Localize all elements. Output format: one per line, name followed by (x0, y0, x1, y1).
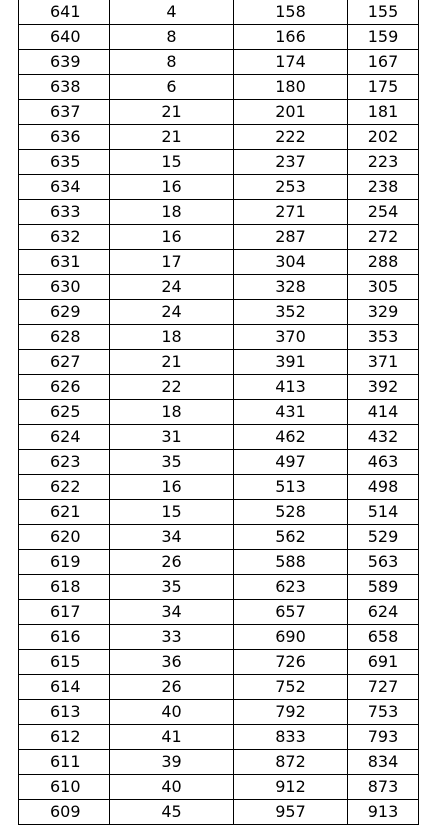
score-cell: 609 (19, 800, 110, 825)
count-cell: 26 (110, 675, 234, 700)
count-cell: 34 (110, 600, 234, 625)
count-cell: 35 (110, 575, 234, 600)
cumulative-cell: 413 (234, 375, 348, 400)
table-row (19, 700, 419, 725)
table-row (19, 0, 419, 25)
table-row (19, 575, 419, 600)
score-cell: 623 (19, 450, 110, 475)
count-cell: 21 (110, 125, 234, 150)
previous-cumulative-cell: 305 (348, 275, 419, 300)
count-cell: 34 (110, 525, 234, 550)
previous-cumulative-cell: 223 (348, 150, 419, 175)
cumulative-cell: 174 (234, 50, 348, 75)
cumulative-cell: 528 (234, 500, 348, 525)
score-cell: 624 (19, 425, 110, 450)
score-cell: 639 (19, 50, 110, 75)
count-cell: 39 (110, 750, 234, 775)
cumulative-cell: 158 (234, 0, 348, 25)
previous-cumulative-cell: 753 (348, 700, 419, 725)
table-row (19, 625, 419, 650)
cumulative-cell: 726 (234, 650, 348, 675)
previous-cumulative-cell: 181 (348, 100, 419, 125)
previous-cumulative-cell: 498 (348, 475, 419, 500)
table-row (19, 500, 419, 525)
score-distribution-table (18, 0, 419, 825)
cumulative-cell: 912 (234, 775, 348, 800)
score-cell: 632 (19, 225, 110, 250)
table-row (19, 175, 419, 200)
count-cell: 6 (110, 75, 234, 100)
score-cell: 625 (19, 400, 110, 425)
table-row (19, 250, 419, 275)
score-cell: 614 (19, 675, 110, 700)
table-row (19, 550, 419, 575)
table-row (19, 400, 419, 425)
count-cell: 17 (110, 250, 234, 275)
count-cell: 35 (110, 450, 234, 475)
cumulative-cell: 623 (234, 575, 348, 600)
score-cell: 621 (19, 500, 110, 525)
table-row (19, 50, 419, 75)
cumulative-cell: 222 (234, 125, 348, 150)
previous-cumulative-cell: 159 (348, 25, 419, 50)
cumulative-cell: 513 (234, 475, 348, 500)
cumulative-cell: 872 (234, 750, 348, 775)
count-cell: 16 (110, 175, 234, 200)
table-row (19, 525, 419, 550)
previous-cumulative-cell: 329 (348, 300, 419, 325)
cumulative-cell: 166 (234, 25, 348, 50)
score-cell: 612 (19, 725, 110, 750)
count-cell: 15 (110, 150, 234, 175)
previous-cumulative-cell: 238 (348, 175, 419, 200)
table-row (19, 775, 419, 800)
count-cell: 33 (110, 625, 234, 650)
table-row (19, 425, 419, 450)
previous-cumulative-cell: 202 (348, 125, 419, 150)
score-cell: 638 (19, 75, 110, 100)
score-cell: 626 (19, 375, 110, 400)
table-row (19, 25, 419, 50)
score-cell: 611 (19, 750, 110, 775)
count-cell: 24 (110, 300, 234, 325)
count-cell: 36 (110, 650, 234, 675)
previous-cumulative-cell: 463 (348, 450, 419, 475)
score-cell: 616 (19, 625, 110, 650)
table-row (19, 100, 419, 125)
previous-cumulative-cell: 691 (348, 650, 419, 675)
count-cell: 18 (110, 325, 234, 350)
previous-cumulative-cell: 175 (348, 75, 419, 100)
cumulative-cell: 431 (234, 400, 348, 425)
previous-cumulative-cell: 727 (348, 675, 419, 700)
score-cell: 641 (19, 0, 110, 25)
table-row (19, 200, 419, 225)
cumulative-cell: 391 (234, 350, 348, 375)
table-row (19, 475, 419, 500)
cumulative-cell: 690 (234, 625, 348, 650)
previous-cumulative-cell: 353 (348, 325, 419, 350)
score-cell: 627 (19, 350, 110, 375)
cumulative-cell: 588 (234, 550, 348, 575)
table-row (19, 750, 419, 775)
cumulative-cell: 304 (234, 250, 348, 275)
count-cell: 22 (110, 375, 234, 400)
previous-cumulative-cell: 624 (348, 600, 419, 625)
table-row (19, 675, 419, 700)
cumulative-cell: 562 (234, 525, 348, 550)
cumulative-cell: 370 (234, 325, 348, 350)
previous-cumulative-cell: 913 (348, 800, 419, 825)
score-cell: 631 (19, 250, 110, 275)
previous-cumulative-cell: 371 (348, 350, 419, 375)
count-cell: 18 (110, 400, 234, 425)
previous-cumulative-cell: 392 (348, 375, 419, 400)
previous-cumulative-cell: 288 (348, 250, 419, 275)
score-cell: 628 (19, 325, 110, 350)
previous-cumulative-cell: 155 (348, 0, 419, 25)
cumulative-cell: 957 (234, 800, 348, 825)
cumulative-cell: 752 (234, 675, 348, 700)
cumulative-cell: 237 (234, 150, 348, 175)
table-row (19, 800, 419, 825)
table-row (19, 225, 419, 250)
count-cell: 18 (110, 200, 234, 225)
cumulative-cell: 287 (234, 225, 348, 250)
previous-cumulative-cell: 563 (348, 550, 419, 575)
count-cell: 4 (110, 0, 234, 25)
score-cell: 636 (19, 125, 110, 150)
previous-cumulative-cell: 793 (348, 725, 419, 750)
cumulative-cell: 253 (234, 175, 348, 200)
table-row (19, 125, 419, 150)
score-cell: 637 (19, 100, 110, 125)
score-cell: 629 (19, 300, 110, 325)
count-cell: 21 (110, 350, 234, 375)
score-cell: 634 (19, 175, 110, 200)
previous-cumulative-cell: 873 (348, 775, 419, 800)
previous-cumulative-cell: 529 (348, 525, 419, 550)
previous-cumulative-cell: 589 (348, 575, 419, 600)
previous-cumulative-cell: 414 (348, 400, 419, 425)
score-cell: 622 (19, 475, 110, 500)
score-cell: 617 (19, 600, 110, 625)
score-cell: 633 (19, 200, 110, 225)
table-row (19, 450, 419, 475)
count-cell: 45 (110, 800, 234, 825)
score-cell: 613 (19, 700, 110, 725)
previous-cumulative-cell: 254 (348, 200, 419, 225)
cumulative-cell: 792 (234, 700, 348, 725)
table-row (19, 150, 419, 175)
cumulative-cell: 657 (234, 600, 348, 625)
previous-cumulative-cell: 272 (348, 225, 419, 250)
score-cell: 620 (19, 525, 110, 550)
score-cell: 640 (19, 25, 110, 50)
table-row (19, 650, 419, 675)
score-cell: 610 (19, 775, 110, 800)
previous-cumulative-cell: 432 (348, 425, 419, 450)
score-cell: 630 (19, 275, 110, 300)
table-row (19, 375, 419, 400)
previous-cumulative-cell: 167 (348, 50, 419, 75)
cumulative-cell: 833 (234, 725, 348, 750)
count-cell: 41 (110, 725, 234, 750)
count-cell: 40 (110, 700, 234, 725)
table-row (19, 725, 419, 750)
table-body (19, 0, 419, 825)
count-cell: 21 (110, 100, 234, 125)
score-cell: 619 (19, 550, 110, 575)
count-cell: 24 (110, 275, 234, 300)
count-cell: 31 (110, 425, 234, 450)
previous-cumulative-cell: 514 (348, 500, 419, 525)
cumulative-cell: 352 (234, 300, 348, 325)
cumulative-cell: 180 (234, 75, 348, 100)
count-cell: 8 (110, 50, 234, 75)
score-cell: 635 (19, 150, 110, 175)
table-row (19, 350, 419, 375)
score-cell: 615 (19, 650, 110, 675)
count-cell: 16 (110, 225, 234, 250)
count-cell: 15 (110, 500, 234, 525)
count-cell: 26 (110, 550, 234, 575)
count-cell: 40 (110, 775, 234, 800)
cumulative-cell: 462 (234, 425, 348, 450)
table-row (19, 275, 419, 300)
cumulative-cell: 201 (234, 100, 348, 125)
score-cell: 618 (19, 575, 110, 600)
table-row (19, 75, 419, 100)
cumulative-cell: 497 (234, 450, 348, 475)
cumulative-cell: 271 (234, 200, 348, 225)
score-table-container (18, 0, 418, 825)
previous-cumulative-cell: 834 (348, 750, 419, 775)
previous-cumulative-cell: 658 (348, 625, 419, 650)
table-row (19, 600, 419, 625)
cumulative-cell: 328 (234, 275, 348, 300)
count-cell: 16 (110, 475, 234, 500)
count-cell: 8 (110, 25, 234, 50)
table-row (19, 325, 419, 350)
table-row (19, 300, 419, 325)
